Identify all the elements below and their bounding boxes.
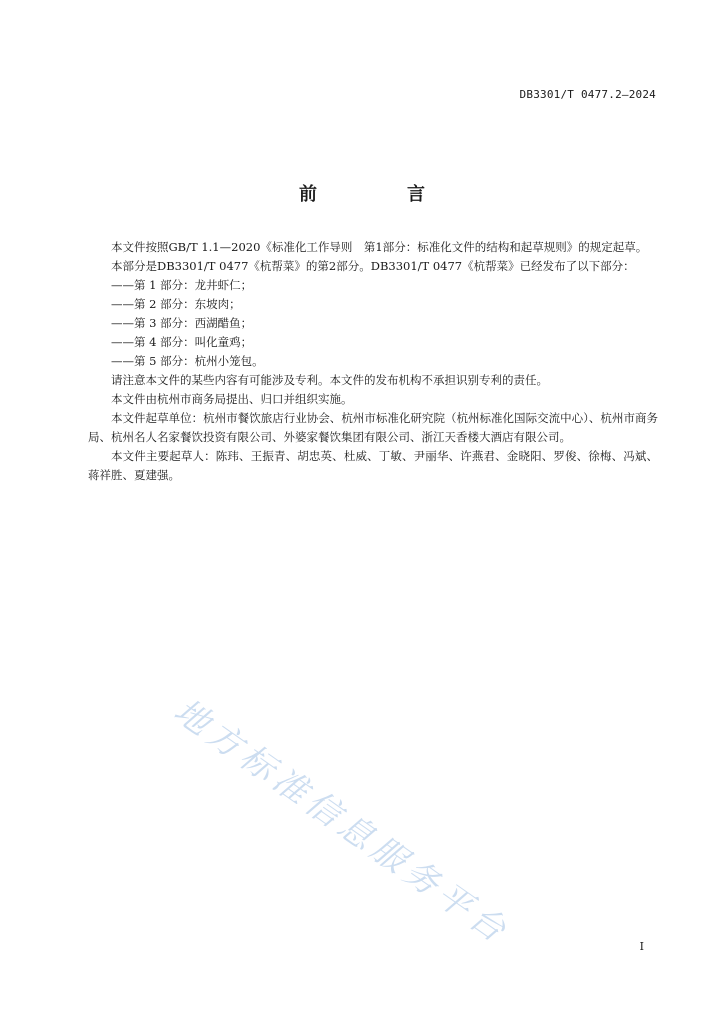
list-item: ——第 3 部分：西湖醋鱼； [111,316,253,330]
page-title: 前 言 [299,184,461,205]
paragraph: 本文件起草单位：杭州市餐饮旅店行业协会、杭州市标准化研究院（杭州标准化国际交流中心）、杭州市商务局、杭州名人名家餐饮投资有限公司、外婆家餐饮集团有限公司、浙江天香楼大酒店有限公司。 [88,411,658,444]
watermark: 地方标准信息服务平台 [166,690,518,954]
paragraph: 本文件由杭州市商务局提出、归口并组织实施。 [111,392,353,406]
paragraph: 本部分是DB3301/T 0477《杭帮菜》的第2部分。DB3301/T 0477《杭帮菜》已经发布了以下部分： [111,259,635,273]
list-item: ——第 2 部分：东坡肉； [111,297,241,311]
page-number: I [639,940,644,953]
document-body [88,238,658,485]
list-item: ——第 1 部分：龙井虾仁； [111,278,253,292]
doc-code: DB3301/T 0477.2—2024 [519,88,656,101]
paragraph: 请注意本文件的某些内容有可能涉及专利。本文件的发布机构不承担识别专利的责任。 [111,373,548,387]
list-item: ——第 4 部分：叫化童鸡； [111,335,253,349]
paragraph: 本文件主要起草人：陈玮、王振青、胡忠英、杜威、丁敏、尹丽华、许燕君、金晓阳、罗俊、徐梅、冯斌、蒋祥胜、夏建强。 [88,449,658,482]
list-item: ——第 5 部分：杭州小笼包。 [111,354,264,368]
paragraph: 本文件按照GB/T 1.1—2020《标准化工作导则 第1部分：标准化文件的结构和起草规则》的规定起草。 [111,240,648,254]
